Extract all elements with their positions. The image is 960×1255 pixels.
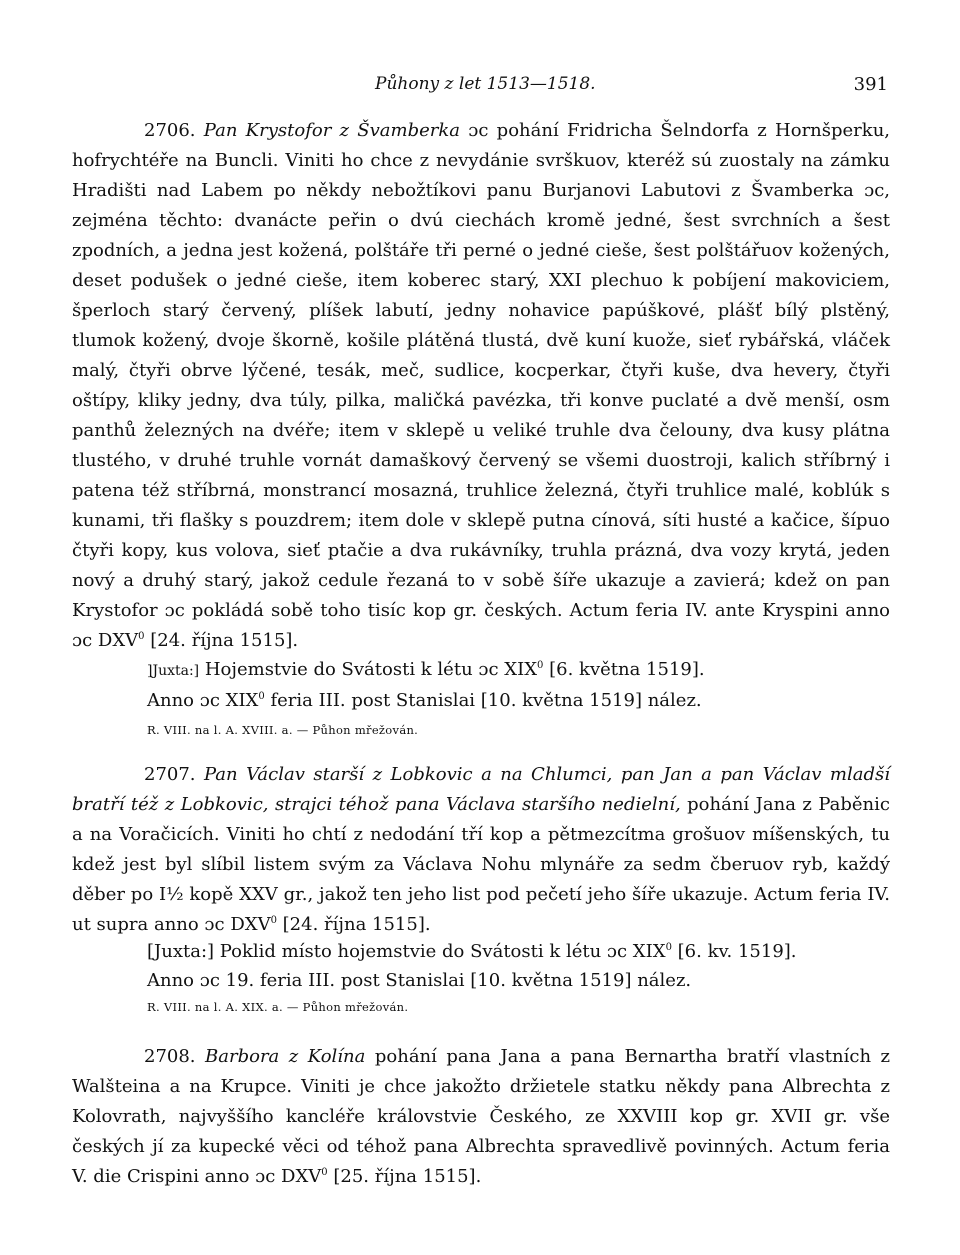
note-text: Poklid místo hojemstvie do Svátosti k létu ɔc XIX [214, 941, 666, 962]
entry-text: pohání pana Jana a pana Bernartha bratří vlastních z Walšteina a na Krupce. Viniti je chce jakožto držietele statku někdy pana Albrechta z Kolovrath, najvyššího kancléře královstvie Českého, ze XXVIII kop gr. XVII gr. vše českých jí za kupecké věci od téhož pana Albrechta spravedlivě povinných. Actum feria V. die Crispini anno ɔc DXV [72, 1046, 891, 1187]
note-text: Anno ɔc XIX [147, 690, 259, 711]
entry-2708 [72, 1042, 890, 1192]
entry-persons: Barbora z Kolína [205, 1046, 366, 1067]
note-text: [6. kv. 1519]. [671, 941, 797, 962]
superscript: 0 [258, 691, 265, 702]
entry-persons: Pan Krystofor z Švamberka [203, 120, 461, 141]
note-text: feria III. post Stanislai [10. května 1519] nález. [264, 690, 702, 711]
note-label: ]Juxta:] [147, 663, 200, 679]
entry-paragraph [72, 116, 890, 656]
entry-text: pohání Jana z Paběnic a na Voračicích. Viniti ho chtí z nedodání tří kop a pětmezcítma grošuov míšenských, tu kdež jest byl slíbil listem svým za Václava Nohu mlynáře za sedm čberuov ryb, každý děber po I½ kopě XXV gr., jakož ten jeho list pod pečetí jeho šíře ukazuje. Actum feria IV. ut supra anno ɔc DXV [72, 794, 890, 935]
entry-number: 2706. [144, 120, 196, 141]
source-reference: R. VIII. na l. A. XIX. a. — Půhon mřežován. [147, 1000, 409, 1014]
source-reference: R. VIII. na l. A. XVIII. a. — Půhon mřežován. [147, 723, 419, 737]
entry-date: [25. října 1515]. [327, 1166, 482, 1187]
note-text: [6. května 1519]. [543, 659, 705, 680]
note-text: Hojemstvie do Svátosti k létu ɔc XIX [199, 659, 538, 680]
note-2706 [147, 655, 887, 715]
note-label: [Juxta:] [147, 941, 215, 962]
superscript: 0 [537, 660, 544, 671]
entry-number: 2708. [144, 1046, 196, 1067]
note-2707 [147, 937, 887, 995]
running-header [0, 74, 960, 100]
running-title: Půhony z let 1513—1518. [375, 74, 596, 94]
entry-number: 2707. [144, 764, 196, 785]
superscript: 0 [321, 1167, 328, 1178]
entry-persons: Pan Václav starší z Lobkovic a na Chlumci, pan Jan a pan Václav mladší bratří též z Lobkovic, strajci téhož pana Václava staršího nedielní, [72, 764, 890, 815]
superscript: 0 [270, 915, 277, 926]
entry-2707 [72, 760, 890, 940]
note-line: Anno ɔc 19. feria III. post Stanislai [10. května 1519] nález. [147, 970, 692, 991]
superscript: 0 [665, 942, 672, 953]
note-line [147, 655, 887, 686]
entry-paragraph [72, 760, 890, 940]
entry-paragraph [72, 1042, 890, 1192]
entry-2706 [72, 116, 890, 656]
note-line [147, 937, 887, 966]
entry-text: ɔc pohání Fridricha Šelndorfa z Hornšperku, hofrychtéře na Buncli. Viniti ho chce z nevydánie svrškuov, kteréž sú zuostaly na zámku Hradišti nad Labem po někdy nebožtíkovi panu Burjanovi Labutovi z Švamberka ɔc, zejména těchto: dvanácte peřin o dvú ciechách kromě jedné, šest svrchních a šest zpodních, a jedna jest kožená, polštáře tři perné o jedné cieše, šest polštářuov kožených, deset podušek o jedné cieše, item koberec starý, XXI plechuo k pobíjení makoviciem, šperloch starý červený, plíšek labutí, jedny nohavice papúškové, plášť bílý plstěný, tlumok kožený, dvoje škorně, košile plátěná tlustá, dvě kuní kuože, sieť rybářská, vláček malý, čtyři obrve lýčené, tesák, meč, sudlice, kocperkar, čtyři kuše, dva hevery, čtyři oštípy, kliky jedny, dva túly, pilka, maličká pavézka, tři konve puclaté a dvě menší, osm panthů železných na dvéře; item v sklepě u veliké truhle dva čelouny, dva kusy plátna tlustého, v druhé truhle vornát damaškový červený se všemi duostroji, kalich stříbrný i patena též stříbrná, monstrancí mosazná, truhlice železná, čtyři truhlice malé, koblúk s kunami, tři flašky s pouzdrem; item dole v sklepě putna cínová, síti husté a kačice, šípuo čtyři kopy, kus volova, sieť ptačie a dva rukávníky, truhla prázná, dva vozy krytá, jeden nový a druhý starý, jakož cedule řezaná to v sobě šíře ukazuje a zavierá; kdež on pan Krystofor ɔc pokládá sobě toho tisíc kop gr. českých. Actum feria IV. ante Kryspini anno ɔc DXV [72, 120, 891, 651]
entry-date: [24. října 1515]. [144, 630, 299, 651]
note-line [147, 686, 887, 715]
entry-date: [24. října 1515]. [276, 914, 431, 935]
superscript: 0 [138, 631, 145, 642]
page-number: 391 [853, 74, 888, 95]
